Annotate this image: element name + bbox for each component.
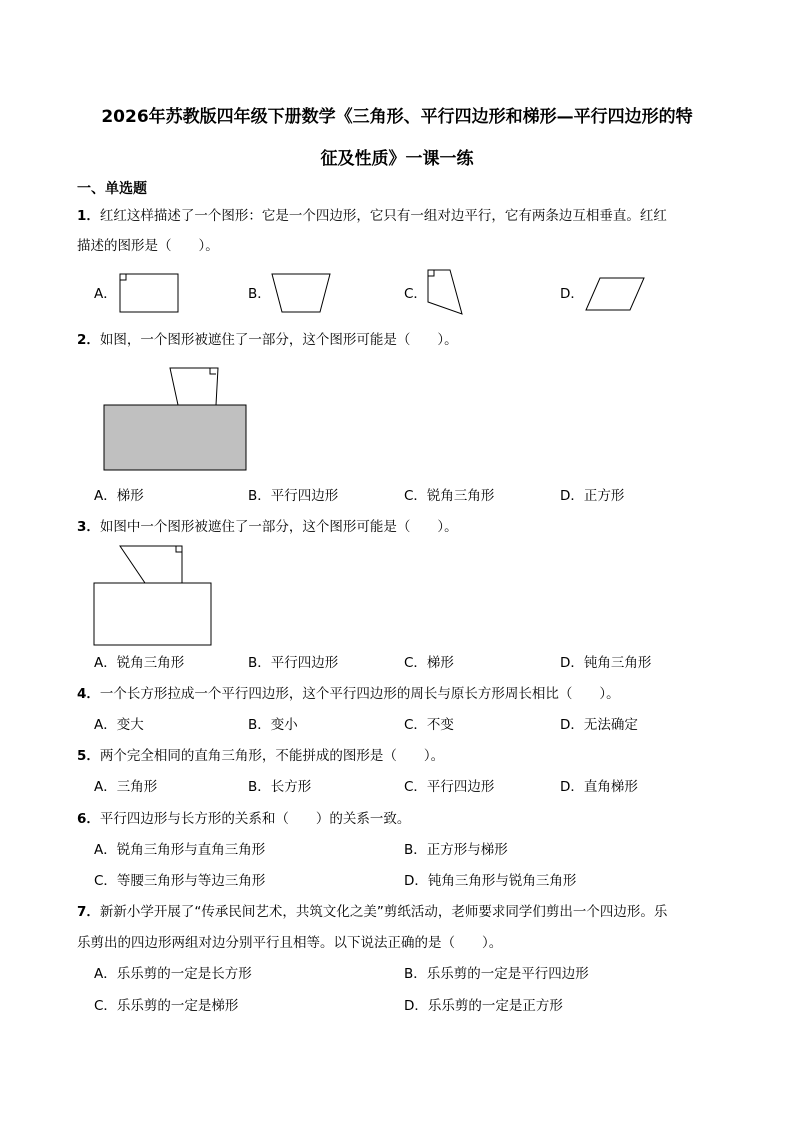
q4-option-c[interactable]: C．不变 (404, 717, 454, 733)
question-text: 新新小学开展了“传承民间艺术，共筑文化之美”剪纸活动，老师要求同学们剪出一个四边形。乐 (99, 904, 668, 920)
q5-option-a[interactable]: A．三角形 (94, 779, 158, 795)
q2-option-c[interactable]: C．锐角三角形 (404, 488, 495, 504)
question-5 (77, 746, 444, 766)
question-1-line-2: 描述的图形是（ ）。 (77, 238, 219, 254)
q1-option-c-label[interactable]: C． (404, 286, 427, 302)
question-number: 6． (77, 811, 100, 827)
question-number: 5． (77, 748, 100, 764)
q3-option-a[interactable]: A．锐角三角形 (94, 655, 185, 671)
q6-option-a[interactable]: A．锐角三角形与直角三角形 (94, 842, 266, 858)
q6-option-c[interactable]: C．等腰三角形与等边三角形 (94, 873, 266, 889)
question-6 (77, 809, 410, 829)
question-number: 4． (77, 686, 100, 702)
q1-option-c-right-trapezoid-figure (424, 266, 468, 318)
section-heading: 一、单选题 (77, 181, 147, 197)
q2-option-a[interactable]: A．梯形 (94, 488, 144, 504)
q6-option-d[interactable]: D．钝角三角形与锐角三角形 (404, 873, 577, 889)
q3-covered-figure (90, 542, 216, 650)
q2-option-b[interactable]: B．平行四边形 (248, 488, 339, 504)
q4-option-d[interactable]: D．无法确定 (560, 717, 638, 733)
q6-option-b[interactable]: B．正方形与梯形 (404, 842, 508, 858)
question-number: 2． (77, 332, 100, 348)
q3-option-b[interactable]: B．平行四边形 (248, 655, 339, 671)
question-number: 3． (77, 519, 100, 535)
q2-option-d[interactable]: D．正方形 (560, 488, 625, 504)
question-2 (77, 330, 458, 350)
question-4 (77, 684, 620, 704)
q7-option-c[interactable]: C．乐乐剪的一定是梯形 (94, 998, 239, 1014)
q5-option-c[interactable]: C．平行四边形 (404, 779, 495, 795)
question-text: 一个长方形拉成一个平行四边形，这个平行四边形的周长与原长方形周长相比（ ）。 (99, 686, 620, 702)
q1-option-b-label[interactable]: B． (248, 286, 271, 302)
page-title-line-2: 征及性质》一课一练 (320, 149, 474, 169)
q1-option-d-label[interactable]: D． (560, 286, 584, 302)
question-7 (77, 902, 667, 922)
q4-option-a[interactable]: A．变大 (94, 717, 144, 733)
question-text: 红红这样描述了一个图形：它是一个四边形，它只有一组对边平行，它有两条边互相垂直。红红 (99, 208, 667, 224)
q7-option-a[interactable]: A．乐乐剪的一定是长方形 (94, 966, 252, 982)
question-1 (77, 206, 667, 226)
question-number: 1． (77, 208, 100, 224)
q2-covered-figure (100, 364, 250, 474)
question-7-line-2: 乐剪出的四边形两组对边分别平行且相等。以下说法正确的是（ ）。 (77, 935, 503, 951)
q1-option-b-trapezoid-figure (268, 270, 334, 316)
q5-option-d[interactable]: D．直角梯形 (560, 779, 638, 795)
q3-option-d[interactable]: D．钝角三角形 (560, 655, 652, 671)
question-3 (77, 517, 458, 537)
page-title-line-1: 2026年苏教版四年级下册数学《三角形、平行四边形和梯形—平行四边形的特 (101, 107, 693, 127)
q7-option-d[interactable]: D．乐乐剪的一定是正方形 (404, 998, 563, 1014)
q1-option-d-parallelogram-figure (584, 274, 648, 314)
q3-option-c[interactable]: C．梯形 (404, 655, 454, 671)
question-text: 两个完全相同的直角三角形，不能拼成的图形是（ ）。 (99, 748, 445, 764)
q1-option-a-right-trapezoid-figure (116, 270, 182, 316)
q7-option-b[interactable]: B．乐乐剪的一定是平行四边形 (404, 966, 589, 982)
q5-option-b[interactable]: B．长方形 (248, 779, 312, 795)
q1-option-a-label[interactable]: A． (94, 286, 117, 302)
question-text: 平行四边形与长方形的关系和（ ）的关系一致。 (99, 811, 411, 827)
question-text: 如图中一个图形被遮住了一部分，这个图形可能是（ ）。 (99, 519, 458, 535)
q4-option-b[interactable]: B．变小 (248, 717, 298, 733)
question-number: 7． (77, 904, 100, 920)
question-text: 如图，一个图形被遮住了一部分，这个图形可能是（ ）。 (99, 332, 458, 348)
